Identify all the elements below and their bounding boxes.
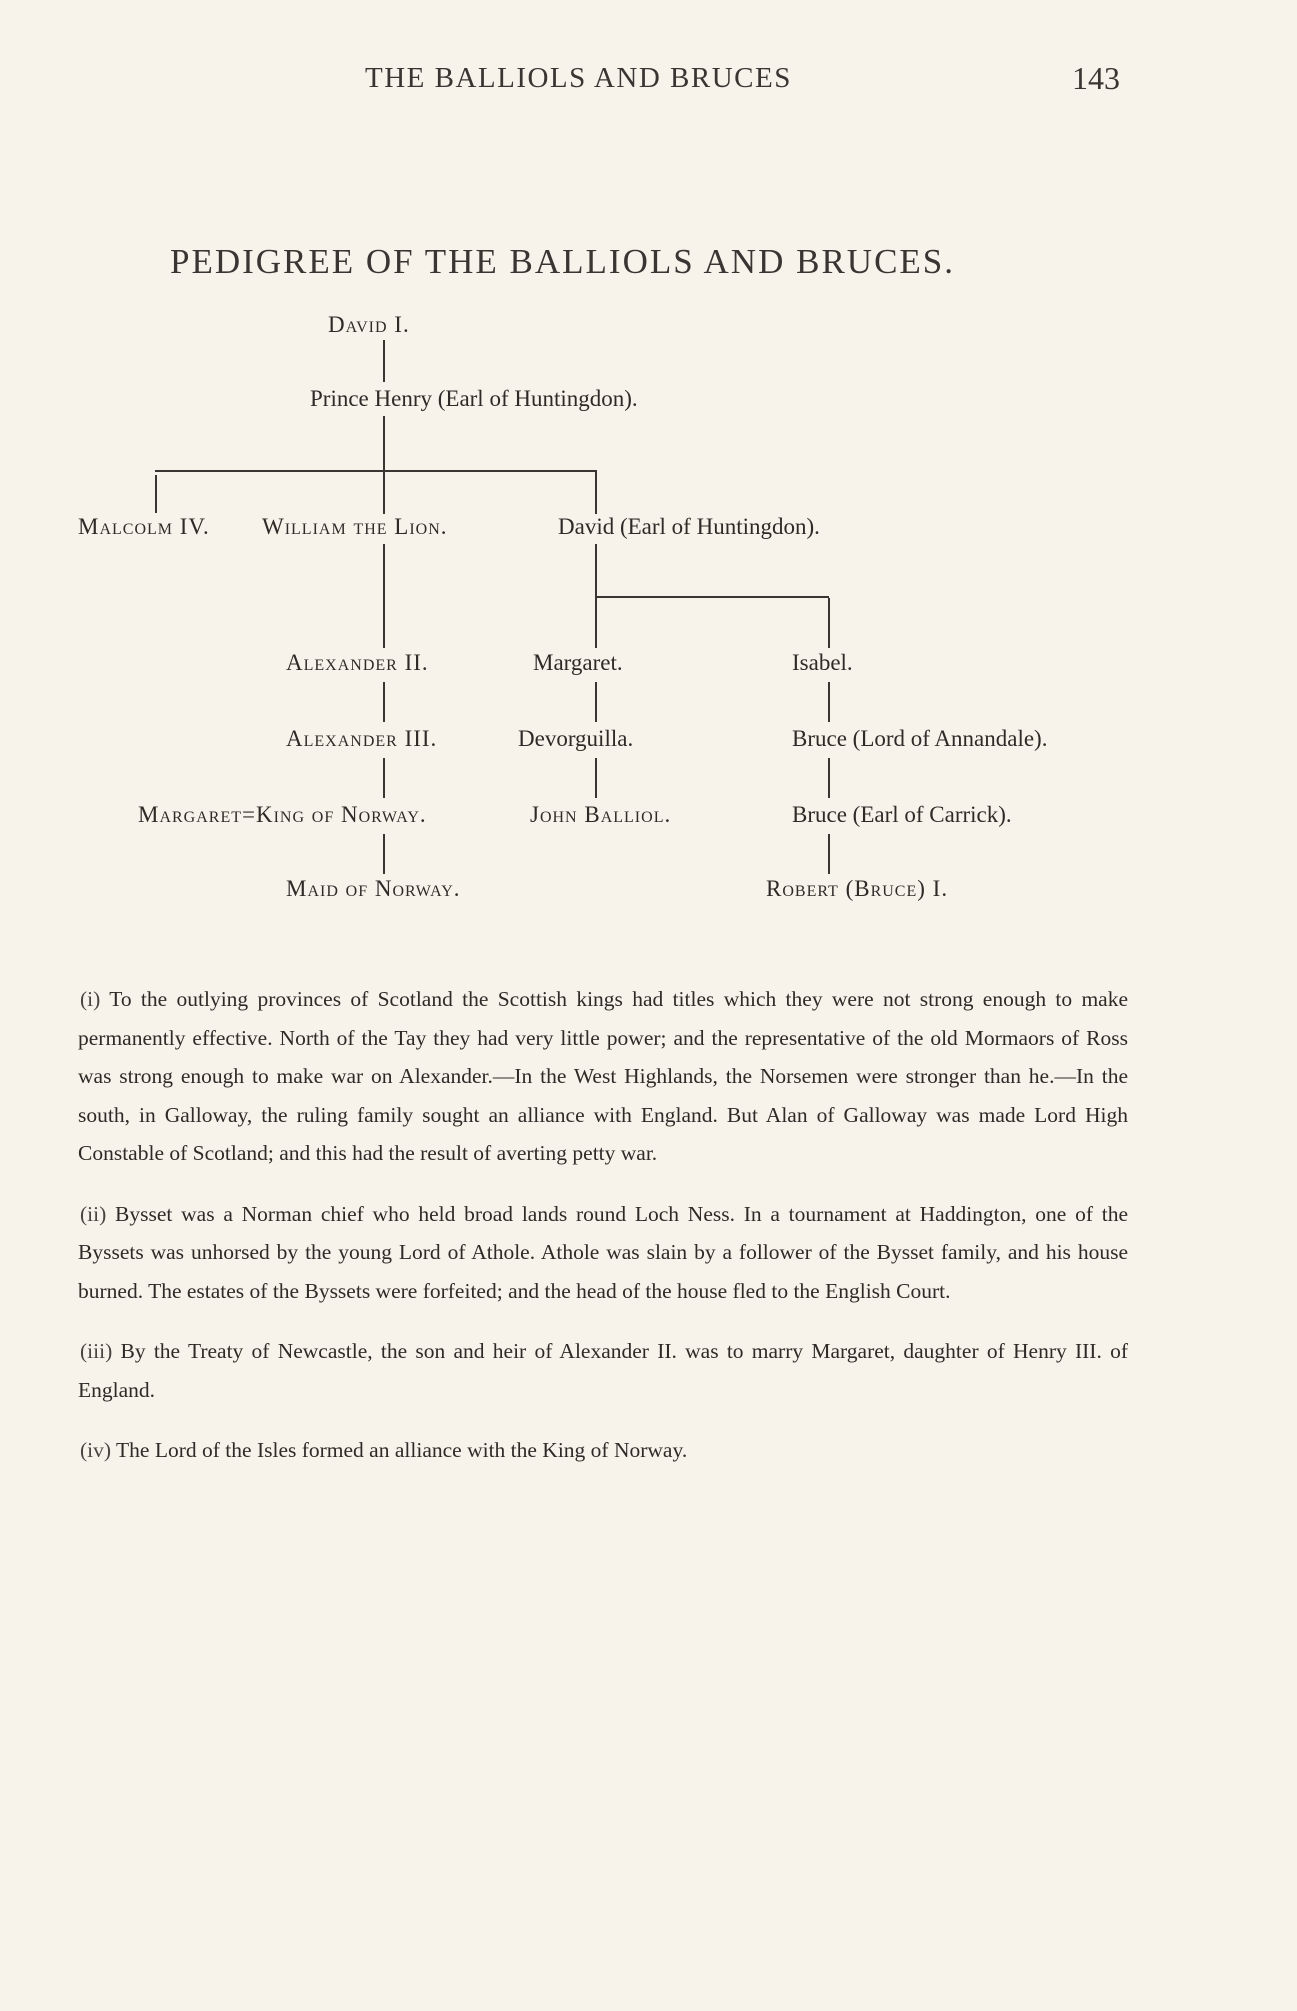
running-title: THE BALLIOLS AND BRUCES: [365, 62, 792, 94]
line-alexander-iii-to-margaret: [383, 758, 385, 798]
line-henry-down: [383, 416, 385, 472]
footnote-label: (ii): [80, 1201, 107, 1226]
line-to-david-earl: [595, 472, 597, 514]
line-margaret-to-maid: [383, 834, 385, 874]
line-annandale-to-carrick: [828, 758, 830, 798]
footnote-text: Bysset was a Norman chief who held broad lands round Loch Ness. In a tournament at Haddington, one of the Byssets was unhorsed by the young Lord of Athole. Athole was slain by a follower of the Bysset family, and his house burned. The estates of the Byssets were forfeited; and the head of the house fled to the English Court.: [78, 1201, 1128, 1303]
line-henry-children-bar: [155, 470, 597, 472]
node-margaret: Margaret.: [533, 650, 623, 675]
line-carrick-to-robert: [828, 834, 830, 874]
line-isabel-to-bruce-annandale: [828, 682, 830, 722]
pedigree-title: PEDIGREE OF THE BALLIOLS AND BRUCES.: [170, 242, 956, 281]
line-margaret-to-devorguilla: [595, 682, 597, 722]
footnote-text: The Lord of the Isles formed an alliance with the King of Norway.: [116, 1438, 688, 1462]
node-david-earl-of-huntingdon: David (Earl of Huntingdon).: [558, 514, 820, 539]
line-devorguilla-to-john: [595, 758, 597, 798]
node-devorguilla: Devorguilla.: [518, 726, 634, 751]
line-alexander-ii-to-iii: [383, 682, 385, 722]
footnote-i: [78, 980, 1128, 1173]
footnote-iv: [78, 1431, 1128, 1470]
node-robert-bruce-i: Robert (Bruce) I.: [766, 876, 949, 901]
node-david-i: David I.: [328, 312, 410, 337]
line-william-to-alexander-ii: [383, 544, 385, 648]
node-malcolm-iv: Malcolm IV.: [78, 514, 210, 539]
node-william-the-lion: William the Lion.: [262, 514, 448, 539]
footnote-label: (iv): [80, 1438, 112, 1462]
page-number: 143: [1072, 60, 1120, 96]
footnote-label: (i): [80, 987, 101, 1011]
line-david-to-henry: [383, 340, 385, 382]
node-prince-henry: Prince Henry (Earl of Huntingdon).: [310, 386, 638, 411]
node-isabel: Isabel.: [792, 650, 853, 675]
line-to-isabel: [828, 598, 830, 648]
footnote-text: To the outlying provinces of Scotland the Scottish kings had titles which they were not strong enough to make permanently effective. North of the Tay they had very little power; and the representative of the old Mormaors of Ross was strong enough to make war on Alexander.—In the West Highlands, the Norsemen were stronger than he.—In the south, in Galloway, the ruling family sought an alliance with England. But Alan of Galloway was made Lord High Constable of Scotland; and this had the result of averting petty war.: [78, 987, 1129, 1165]
node-alexander-iii: Alexander III.: [286, 726, 438, 751]
node-bruce-earl-of-carrick: Bruce (Earl of Carrick).: [792, 802, 1012, 827]
footnote-text: By the Treaty of Newcastle, the son and heir of Alexander II. was to marry Margaret, daughter of Henry III. of England.: [78, 1339, 1128, 1402]
line-to-william: [383, 472, 385, 514]
node-maid-of-norway: Maid of Norway.: [286, 876, 461, 901]
node-john-balliol: John Balliol.: [530, 802, 672, 827]
pedigree-tree: [0, 0, 1297, 920]
node-alexander-ii: Alexander II.: [286, 650, 429, 675]
node-bruce-lord-of-annandale: Bruce (Lord of Annandale).: [792, 726, 1048, 751]
line-david-children-bar: [597, 596, 829, 598]
footnote-iii: [78, 1332, 1128, 1409]
footnotes: [78, 980, 1128, 1492]
footnote-ii: [78, 1195, 1128, 1311]
footnote-label: (iii): [80, 1339, 113, 1363]
node-margaret-king-of-norway: Margaret=King of Norway.: [138, 802, 427, 827]
line-to-malcolm: [155, 475, 157, 513]
